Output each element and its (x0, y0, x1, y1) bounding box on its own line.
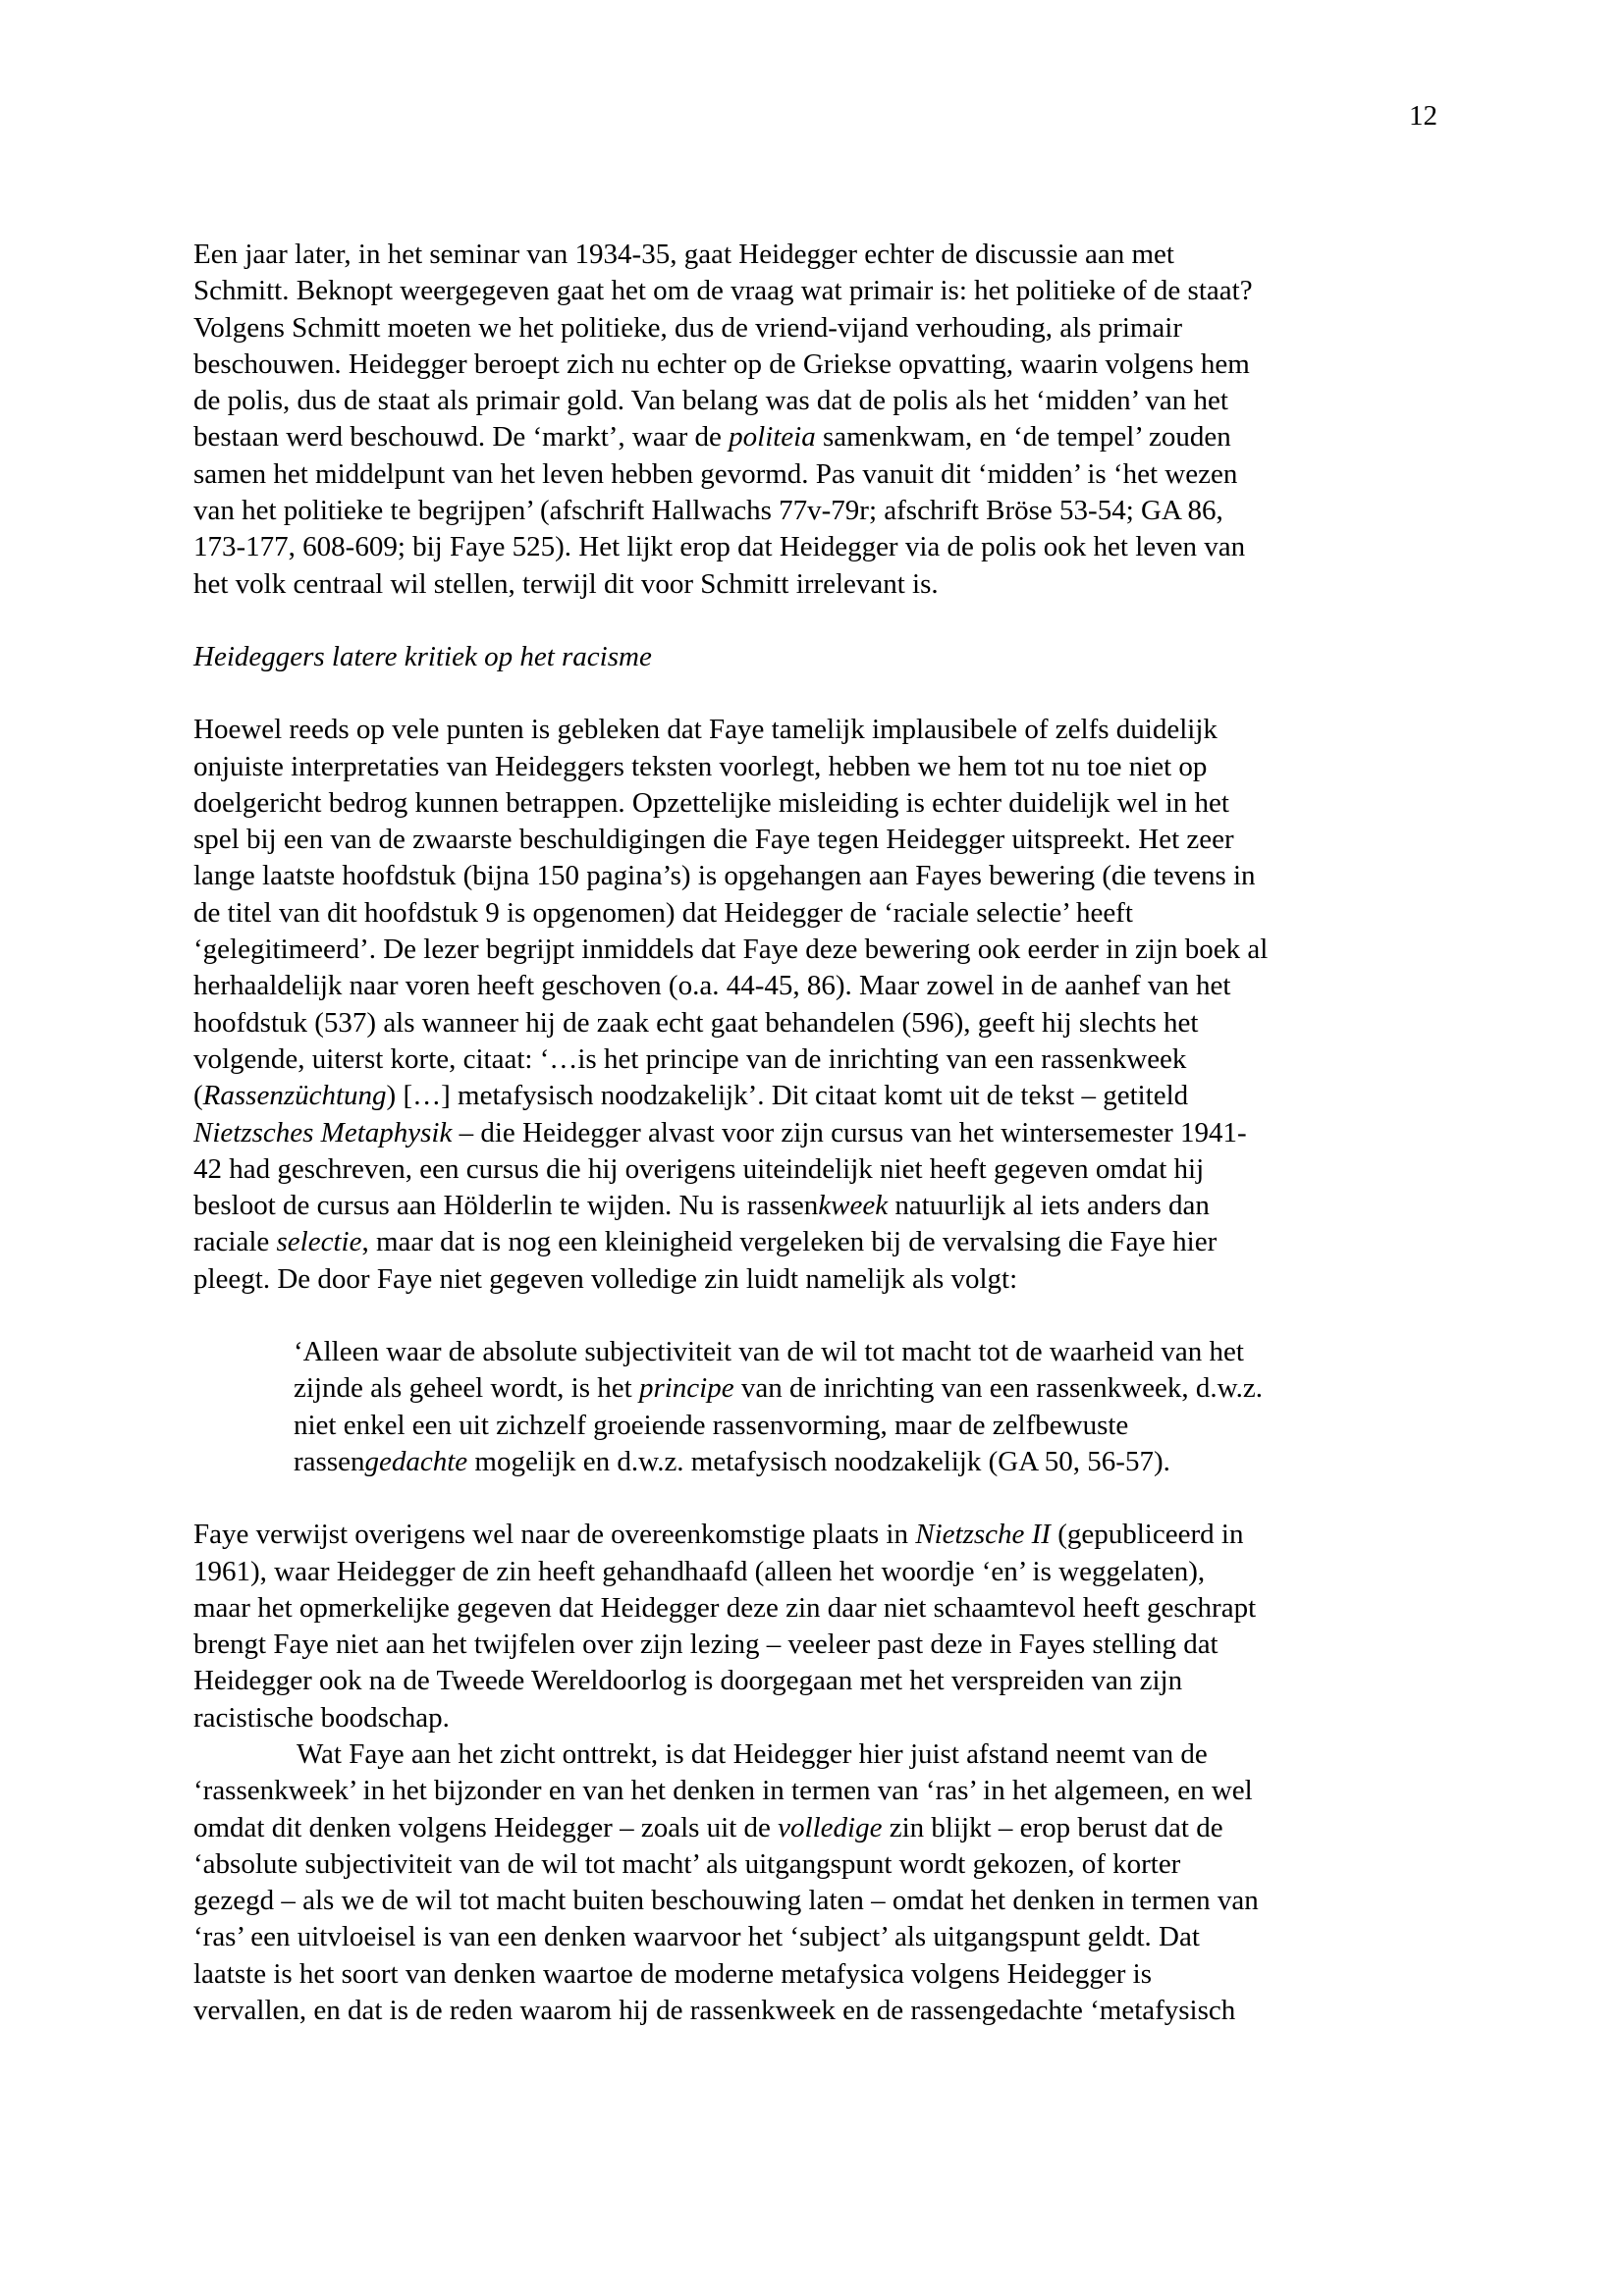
italic-term: Nietzsche II (915, 1519, 1051, 1551)
text-line: onjuiste interpretaties van Heideggers teksten voorlegt, hebben we hem tot nu toe niet op (193, 750, 1208, 782)
text-run: (gepubliceerd in (1050, 1519, 1244, 1551)
text-line (193, 1115, 1440, 1151)
text-line: ‘ras’ een uitvloeisel is van een denken waarvoor het ‘subject’ als uitgangspunt geldt. Dat (193, 1921, 1200, 1953)
section-heading: Heideggers latere kritiek op het racisme (193, 640, 652, 672)
text-line: de titel van dit hoofdstuk 9 is opgenomen) dat Heidegger de ‘raciale selectie’ heeft (193, 896, 1133, 929)
text-line (193, 1517, 1440, 1553)
text-line: samen het middelpunt van het leven hebben gevormd. Pas vanuit dit ‘midden’ is ‘het wezen (193, 457, 1238, 490)
text-run: omdat dit denken volgens Heidegger – zoals uit de (193, 1811, 779, 1843)
text-line: brengt Faye niet aan het twijfelen over zijn lezing – veeleer past deze in Fayes stelling dat (193, 1629, 1218, 1661)
text-run: zijnde als geheel wordt, is het (294, 1372, 639, 1405)
text-line: racistische boodschap. (193, 1701, 450, 1734)
text-run: ) […] metafysisch noodzakelijk’. Dit citaat komt uit de tekst – getiteld (386, 1080, 1189, 1112)
text-line: beschouwen. Heidegger beroept zich nu echter op de Griekse opvatting, waarin volgens hem (193, 347, 1250, 380)
text-line: ‘absolute subjectiviteit van de wil tot macht’ als uitgangspunt wordt gekozen, of korter (193, 1847, 1181, 1880)
italic-term: gedachte (364, 1445, 468, 1477)
text-run: rassen (294, 1445, 365, 1477)
italic-term: kweek (818, 1190, 889, 1222)
text-line (193, 1078, 1440, 1114)
page-number: 12 (1409, 100, 1437, 132)
text-line: ‘Alleen waar de absolute subjectiviteit van de wil tot macht tot de waarheid van het (294, 1336, 1244, 1368)
text-line: van het politieke te begrijpen’ (afschrift Hallwachs 77v-79r; afschrift Bröse 53-54; GA 86, (193, 495, 1223, 527)
text-run: samenkwam, en ‘de tempel’ zouden (815, 421, 1231, 454)
text-line (294, 1444, 1352, 1480)
paragraph-3 (193, 1517, 1440, 1736)
text-line (193, 1188, 1440, 1224)
text-run: natuurlijk al iets anders dan (888, 1190, 1210, 1222)
text-line (193, 419, 1440, 455)
text-line: herhaaldelijk naar voren heeft geschoven (o.a. 44-45, 86). Maar zowel in de aanhef van het (193, 970, 1231, 1002)
text-run: besloot de cursus aan Hölderlin te wijden. Nu is rassen (193, 1190, 819, 1222)
text-line: volgende, uiterst korte, citaat: ‘…is het principe van de inrichting van een rassenkweek (193, 1042, 1187, 1075)
text-line: pleegt. De door Faye niet gegeven volledige zin luidt namelijk als volgt: (193, 1262, 1018, 1295)
paragraph-1 (193, 237, 1440, 603)
text-run: – die Heidegger alvast voor zijn cursus van het wintersemester 1941- (452, 1116, 1247, 1148)
text-line: maar het opmerkelijke gegeven dat Heidegger deze zin daar niet schaamtevol heeft geschrapt (193, 1591, 1257, 1624)
text-line: hoofdstuk (537) als wanneer hij de zaak echt gaat behandelen (596), geeft hij slechts het (193, 1006, 1199, 1039)
text-line: spel bij een van de zwaarste beschuldigingen die Faye tegen Heidegger uitspreekt. Het zeer (193, 824, 1234, 856)
italic-term: politeia (729, 421, 816, 454)
text-line: lange laatste hoofdstuk (bijna 150 pagina’s) is opgehangen aan Fayes bewering (die tevens in (193, 860, 1256, 892)
text-line: Hoewel reeds op vele punten is gebleken dat Faye tamelijk implausibele of zelfs duidelijk (193, 714, 1218, 746)
text-line: Schmitt. Beknopt weergegeven gaat het om de vraag wat primair is: het politieke of de staat? (193, 275, 1253, 307)
text-line: Wat Faye aan het zicht onttrekt, is dat Heidegger hier juist afstand neemt van de (297, 1737, 1208, 1770)
text-run: ( (193, 1080, 203, 1112)
text-line: ‘gelegitimeerd’. De lezer begrijpt inmiddels dat Faye deze bewering ook eerder in zijn boek al (193, 934, 1269, 966)
italic-term: principe (638, 1372, 734, 1405)
text-line (193, 1224, 1440, 1260)
text-run: raciale (193, 1226, 277, 1258)
text-line: 1961), waar Heidegger de zin heeft gehandhaafd (alleen het woordje ‘en’ is weggelaten), (193, 1555, 1206, 1587)
text-line (193, 1810, 1440, 1846)
text-line: ‘rassenkweek’ in het bijzonder en van het denken in termen van ‘ras’ in het algemeen, en wel (193, 1775, 1253, 1807)
body-text (193, 237, 1440, 2029)
text-line: niet enkel een uit zichzelf groeiende rassenvorming, maar de zelfbewuste (294, 1409, 1129, 1441)
paragraph-4 (193, 1736, 1440, 2029)
text-line: doelgericht bedrog kunnen betrappen. Opzettelijke misleiding is echter duidelijk wel in het (193, 786, 1229, 819)
text-line: het volk centraal wil stellen, terwijl dit voor Schmitt irrelevant is. (193, 567, 939, 600)
text-line: vervallen, en dat is de reden waarom hij de rassenkweek en de rassengedachte ‘metafysisch (193, 1995, 1236, 2027)
paragraph-2 (193, 712, 1440, 1298)
italic-term: Nietzsches Metaphysik (193, 1116, 453, 1148)
text-line: 173-177, 608-609; bij Faye 525). Het lijkt erop dat Heidegger via de polis ook het leven van (193, 531, 1246, 563)
text-run: zin blijkt – erop berust dat de (882, 1811, 1223, 1843)
text-line (294, 1370, 1352, 1407)
text-run: bestaan werd beschouwd. De ‘markt’, waar de (193, 421, 730, 454)
text-run: mogelijk en d.w.z. metafysisch noodzakelijk (GA 50, 56-57). (467, 1445, 1170, 1477)
text-run: , maar dat is nog een kleinigheid vergeleken bij de vervalsing die Faye hier (361, 1226, 1218, 1258)
italic-term: selectie (276, 1226, 362, 1258)
block-quote (294, 1334, 1352, 1480)
text-line: Heidegger ook na de Tweede Wereldoorlog is doorgegaan met het verspreiden van zijn (193, 1665, 1183, 1697)
text-line: gezegd – als we de wil tot macht buiten beschouwing laten – omdat het denken in termen van (193, 1885, 1259, 1917)
italic-term: volledige (778, 1811, 883, 1843)
text-run: Faye verwijst overigens wel naar de overeenkomstige plaats in (193, 1519, 916, 1551)
text-line: de polis, dus de staat als primair gold. Van belang was dat de polis als het ‘midden’ van het (193, 385, 1228, 417)
text-line: Een jaar later, in het seminar van 1934-35, gaat Heidegger echter de discussie aan met (193, 239, 1174, 270)
text-line: Volgens Schmitt moeten we het politieke, dus de vriend-vijand verhouding, als primair (193, 311, 1183, 344)
italic-term: Rassenzüchtung (202, 1080, 387, 1112)
text-line: laatste is het soort van denken waartoe de moderne metafysica volgens Heidegger is (193, 1957, 1152, 1990)
text-run: van de inrichting van een rassenkweek, d.w.z. (733, 1372, 1264, 1405)
text-line: 42 had geschreven, een cursus die hij overigens uiteindelijk niet heeft gegeven omdat hij (193, 1152, 1205, 1185)
